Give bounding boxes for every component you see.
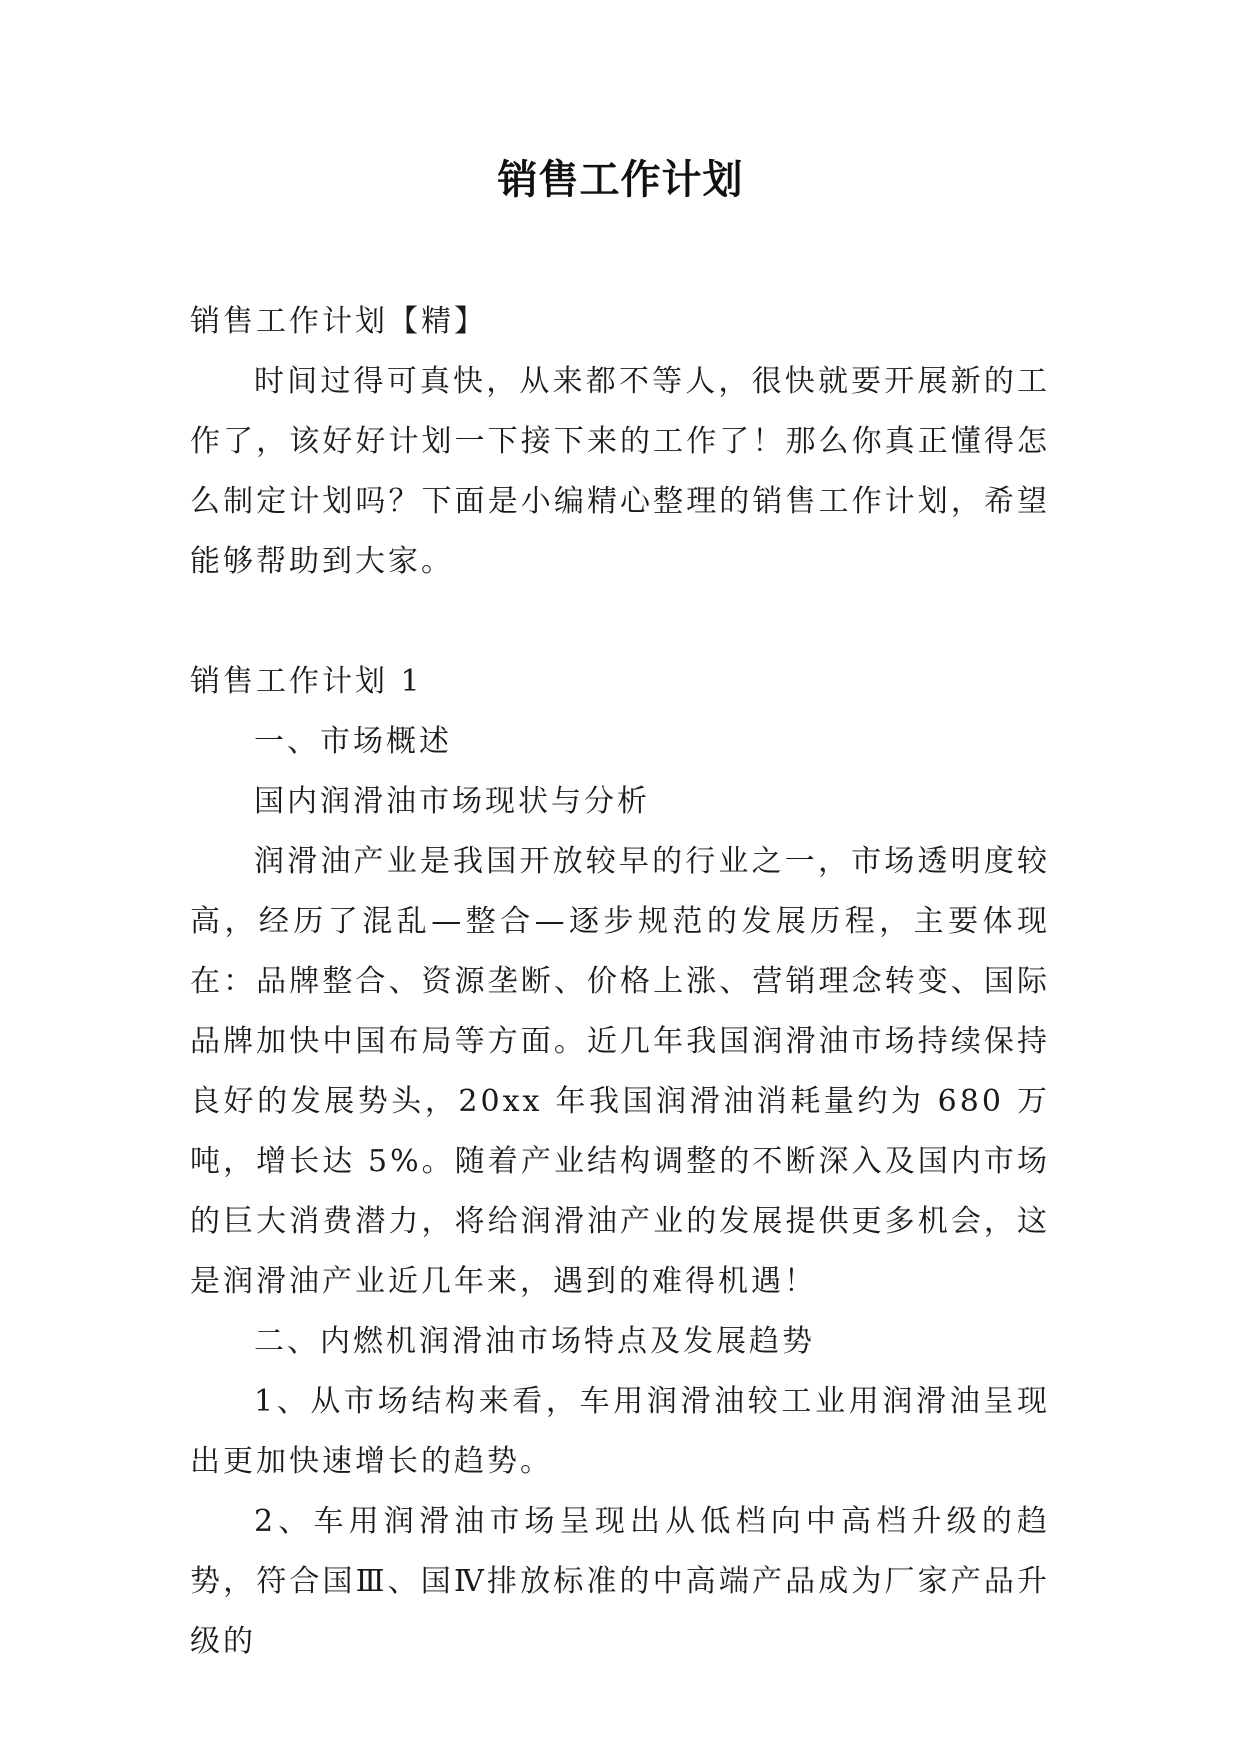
trend-point-2: 2、车用润滑油市场呈现出从低档向中高档升级的趋势，符合国Ⅲ、国Ⅳ排放标准的中高端产品成为厂家产品升级的 [190, 1504, 1050, 1659]
market-analysis-paragraph: 润滑油产业是我国开放较早的行业之一，市场透明度较高，经历了混乱—整合—逐步规范的发展历程，主要体现在：品牌整合、资源垄断、价格上涨、营销理念转变、国际品牌加快中国布局等方面。近几年我国润滑油市场持续保持良好的发展势头，20xx 年我国润滑油消耗量约为 680 万吨，增长达 5%。随着产业结构调整的不断深入及国内市场的巨大消费潜力，将给润滑油产业的发展提供更多机会，这是润滑油产业近几年来，遇到的难得机遇！ [190, 844, 1050, 1299]
subheading-domestic-market: 国内润滑油市场现状与分析 [254, 784, 650, 819]
heading-market-trends: 二、内燃机润滑油市场特点及发展趋势 [254, 1324, 815, 1359]
section-heading: 销售工作计划 1 [190, 664, 423, 699]
intro-paragraph: 时间过得可真快，从来都不等人，很快就要开展新的工作了，该好好计划一下接下来的工作了！那么你真正懂得怎么制定计划吗？下面是小编精心整理的销售工作计划，希望能够帮助到大家。 [190, 364, 1050, 579]
document-title: 销售工作计划 [497, 156, 744, 203]
paragraph-spacer [190, 592, 1050, 652]
document-body [190, 292, 1050, 1672]
heading-market-overview: 一、市场概述 [254, 724, 452, 759]
document-subtitle: 销售工作计划【精】 [190, 304, 487, 339]
trend-point-1: 1、从市场结构来看，车用润滑油较工业用润滑油呈现出更加快速增长的趋势。 [190, 1384, 1050, 1479]
